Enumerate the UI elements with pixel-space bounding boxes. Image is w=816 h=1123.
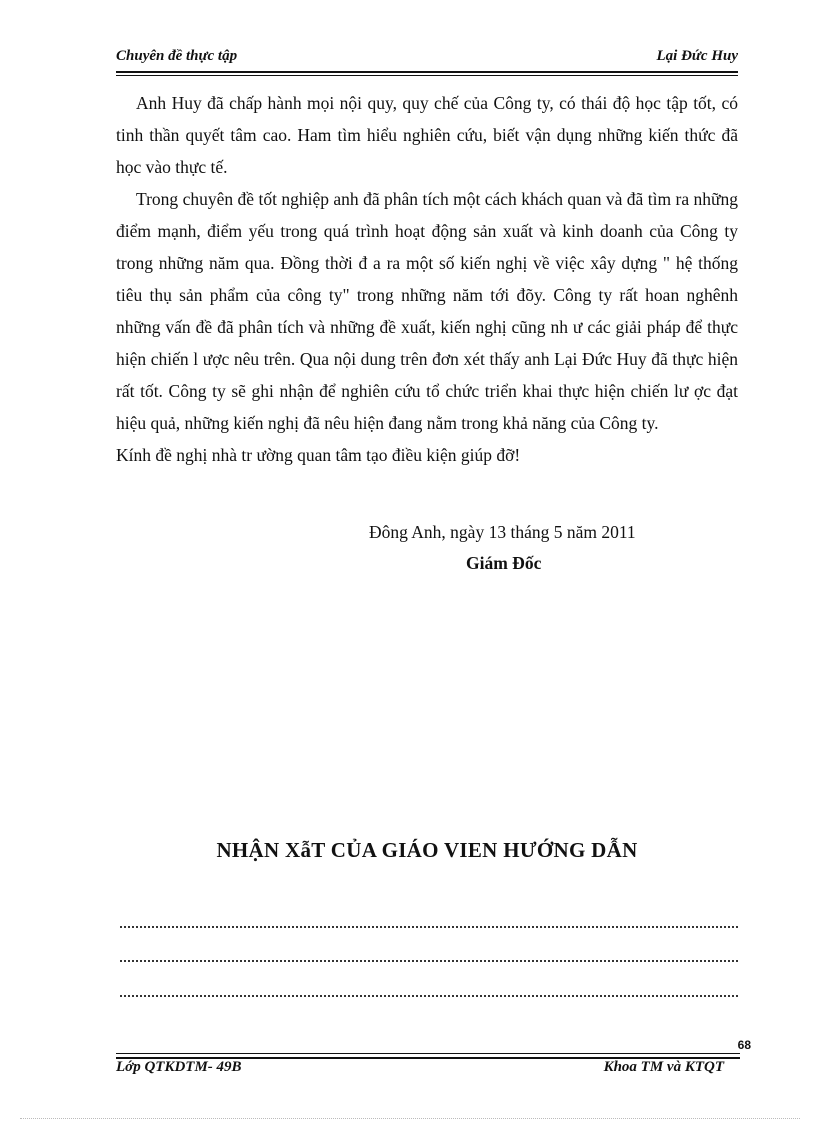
- footer-rule-thin: [116, 1053, 740, 1054]
- section-title: NHẬN XẫT CỦA GIÁO VIEN HƯỚNG DẪN: [216, 838, 638, 862]
- footer-faculty: Khoa TM và KTQT: [603, 1059, 724, 1075]
- page-number: 68: [737, 1038, 751, 1052]
- page-footer: [116, 1059, 724, 1081]
- place-date: Đông Anh, ngày 13 tháng 5 năm 2011: [369, 522, 636, 542]
- comment-line: [120, 960, 738, 962]
- page-header: [116, 48, 738, 70]
- header-left-title: Chuyên đề thực tập: [116, 48, 238, 64]
- paragraph-request: Kính đề nghị nhà tr ường quan tâm tạo điều kiện giúp đỡ!: [116, 445, 521, 465]
- header-rule: [116, 71, 738, 73]
- footer-class: Lớp QTKDTM- 49B: [116, 1059, 242, 1075]
- body-text: [116, 87, 738, 471]
- paragraph-evaluation: Trong chuyên đề tốt nghiệp anh đã phân tích một cách khách quan và đã tìm ra những điểm mạnh, điểm yếu trong quá trình hoạt động sản xuất và kinh doanh của Công ty trong những năm qua. Đồng thời đ a ra một số kiến nghị về việc xây dựng " hệ thống tiêu thụ sản phẩm của công ty" trong những năm tới đõy. Công ty rất hoan nghênh những vấn đề đã phân tích và những đề xuất, kiến nghị cũng nh ư các giải pháp để thực hiện chiến l ược nêu trên. Qua nội dung trên đơn xét thấy anh Lại Đức Huy đã thực hiện rất tốt. Công ty sẽ ghi nhận để nghiên cứu tổ chức triển khai thực hiện chiến lư ợc đạt hiệu quả, những kiến nghị đã nêu hiện đang nằm trong khả năng của Công ty.: [116, 189, 738, 433]
- comment-line: [120, 926, 738, 928]
- header-rule-thin: [116, 75, 738, 76]
- signer-title: Giám Đốc: [466, 553, 542, 573]
- header-author: Lại Đức Huy: [656, 48, 738, 64]
- comment-line: [120, 995, 738, 997]
- page-bottom-divider: [20, 1118, 800, 1119]
- paragraph-conduct: Anh Huy đã chấp hành mọi nội quy, quy chế của Công ty, có thái độ học tập tốt, có tinh thần quyết tâm cao. Ham tìm hiểu nghiên cứu, biết vận dụng những kiến thức đã học vào thực tế.: [116, 93, 738, 177]
